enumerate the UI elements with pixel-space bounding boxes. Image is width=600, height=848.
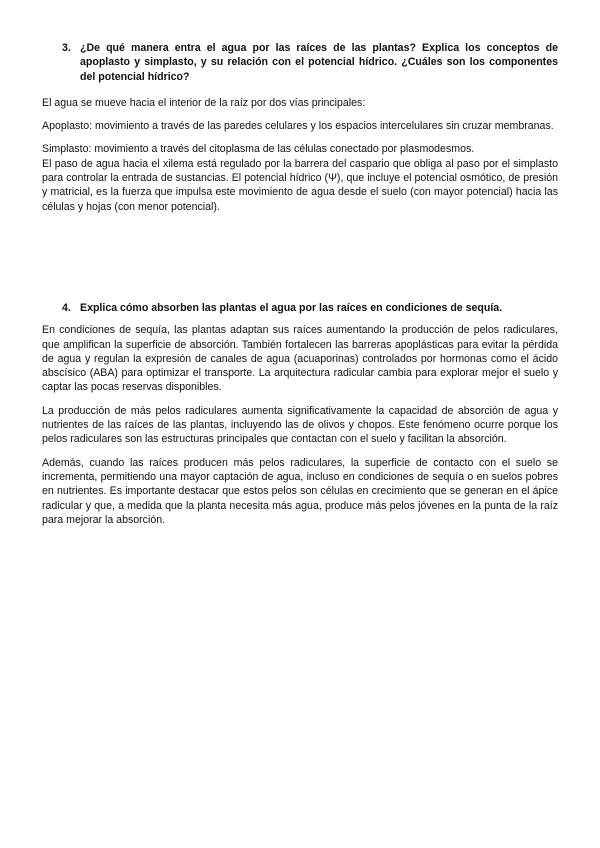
paragraph: El paso de agua hacia el xilema está regulado por la barrera del caspario que obliga al paso por el simplasto para controlar la entrada de sustancias. El potencial hídrico (Ψ), que incluye el potencial osmótico, de presión y matricial, es la fuerza que impulsa este movimiento de agua desde el suelo (con mayor potencial) hacia las células y hojas (con menor potencial).: [42, 157, 558, 213]
question-4-heading: [62, 301, 558, 315]
question-3-heading: [62, 41, 558, 84]
paragraph: El agua se mueve hacia el interior de la raíz por dos vías principales:: [42, 96, 366, 109]
question-number: 4.: [62, 301, 71, 314]
question-number: 3.: [62, 42, 71, 54]
paragraph: En condiciones de sequía, las plantas adaptan sus raíces aumentando la producción de pelos radiculares, que amplifican la superficie de absorción. También fortalecen las barreras apoplásticas para evitar la pérdida de agua y regulan la expresión de canales de agua (acuaporinas) controlados por hormonas como el ácido abscísico (ABA) para optimizar el transporte. La arquitectura radicular cambia para explorar mejor el suelo y captar las pocas reservas disponibles.: [42, 324, 558, 394]
paragraph: La producción de más pelos radiculares aumenta significativamente la capacidad de absorción de agua y nutrientes de las raíces de las plantas, incluyendo las de olivos y chopos. Este fenómeno ocurre porque los pelos radiculares son las estructuras principales que contactan con el suelo y facilitan la absorción.: [42, 404, 558, 446]
question-text: Explica cómo absorben las plantas el agua por las raíces en condiciones de sequía.: [80, 301, 503, 314]
question-text: ¿De qué manera entra el agua por las raíces de las plantas? Explica los conceptos de apoplasto y simplasto, y su relación con el potencial hídrico. ¿Cuáles son los componentes del potencial hídrico?: [80, 42, 558, 83]
document-page: [42, 41, 558, 527]
paragraph: Además, cuando las raíces producen más pelos radiculares, la superficie de contacto con el suelo se incrementa, permitiendo una mayor captación de agua, incluso en condiciones de sequía o en suelos pobres en nutrientes. Es importante destacar que estos pelos son células en crecimiento que se generan en el ápice radicular y que, a medida que la planta necesita más agua, produce más pelos jóvenes en la punta de la raíz para mejorar la absorción.: [42, 456, 558, 526]
paragraph: Simplasto: movimiento a través del citoplasma de las células conectado por plasmodesmos.: [42, 143, 475, 156]
paragraph: Apoplasto: movimiento a través de las paredes celulares y los espacios intercelulares sin cruzar membranas.: [42, 120, 554, 133]
